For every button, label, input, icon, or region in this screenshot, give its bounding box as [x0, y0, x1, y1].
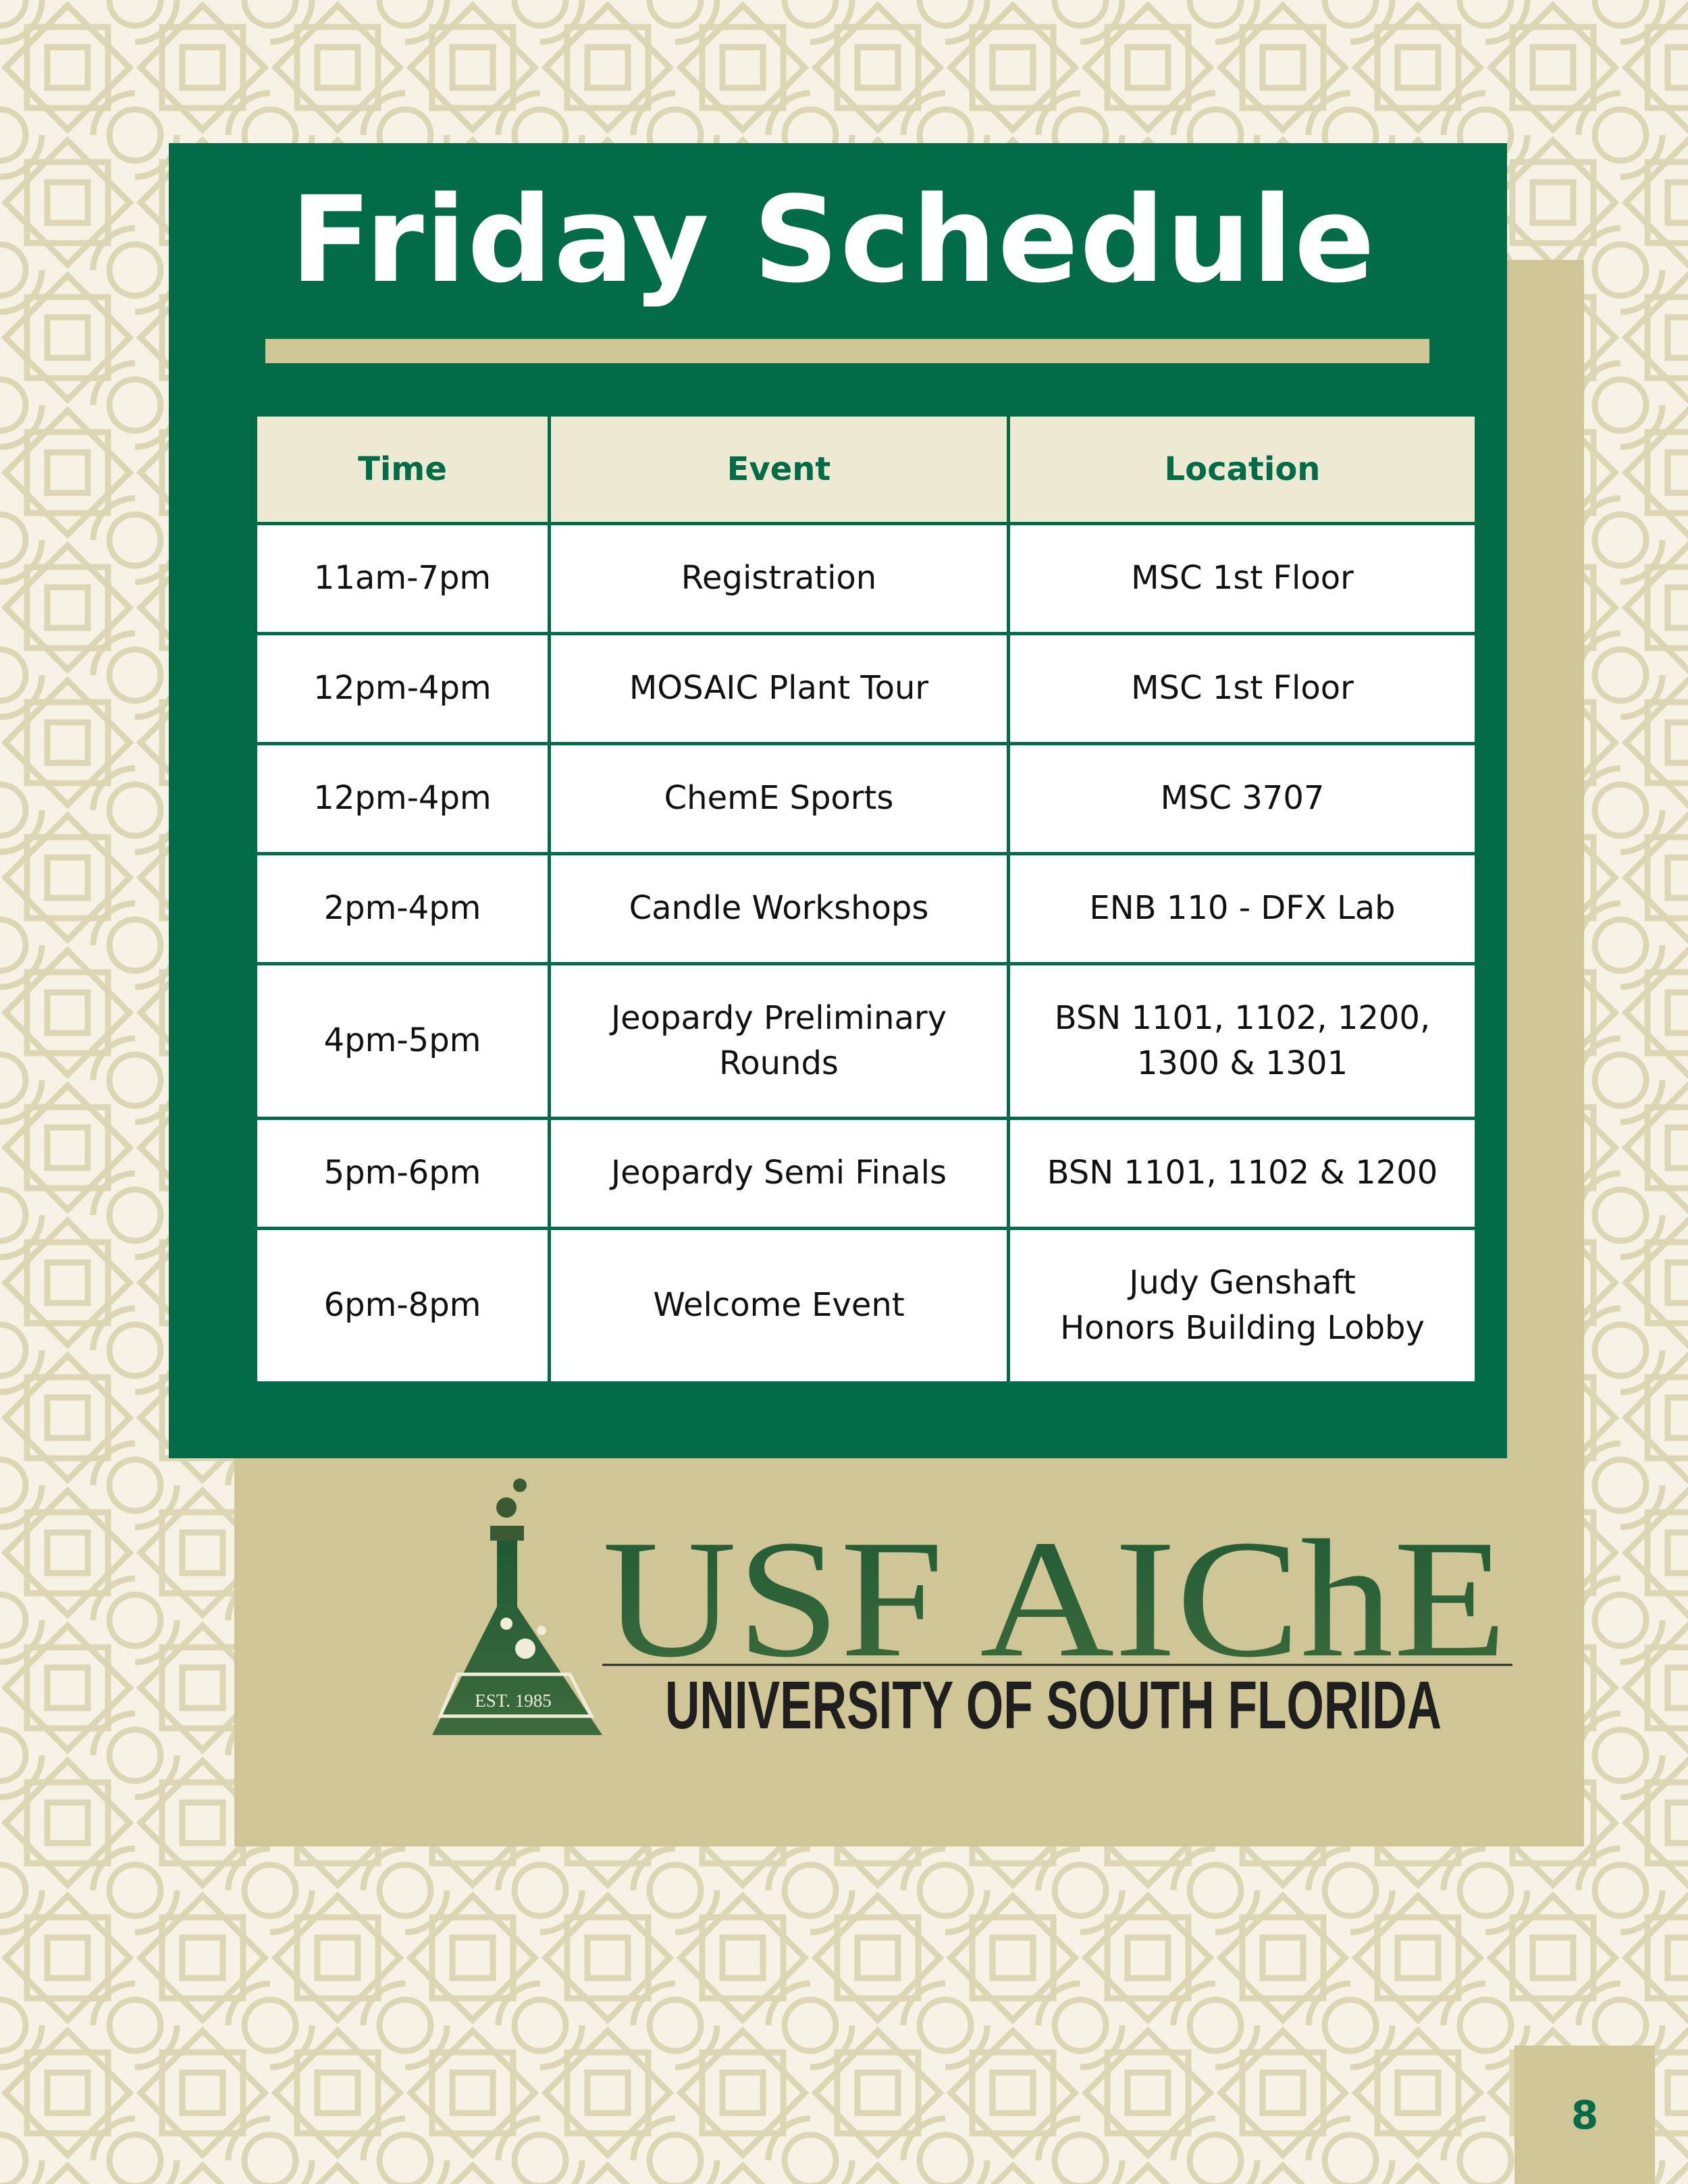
- table-row: [256, 744, 1477, 854]
- location-line: BSN 1101, 1102, 1200,: [1054, 998, 1431, 1037]
- location-line: Honors Building Lobby: [1060, 1309, 1425, 1347]
- table-row: [256, 964, 1477, 1119]
- title-underline: [265, 339, 1429, 363]
- page-title: Friday Schedule: [290, 171, 1377, 309]
- logo-university: UNIVERSITY OF SOUTH FLORIDA: [665, 1668, 1442, 1743]
- event-cell: ChemE Sports: [550, 744, 1009, 854]
- time-cell: 12pm-4pm: [256, 744, 550, 854]
- logo-wordmark: USF AIChE: [602, 1506, 1507, 1693]
- event-cell: Candle Workshops: [550, 854, 1009, 964]
- event-cell: MOSAIC Plant Tour: [550, 634, 1009, 744]
- event-cell: Welcome Event: [550, 1229, 1009, 1383]
- header-time: Time: [256, 415, 550, 524]
- flask-icon: [432, 1479, 602, 1735]
- table-row: [256, 1119, 1477, 1229]
- time-cell: 2pm-4pm: [256, 854, 550, 964]
- table-header-row: [256, 415, 1477, 524]
- location-cell: ENB 110 - DFX Lab: [1009, 854, 1477, 964]
- time-cell: 12pm-4pm: [256, 634, 550, 744]
- location-line: Judy Genshaft: [1129, 1263, 1356, 1302]
- est-text: EST. 1985: [475, 1690, 552, 1711]
- event-cell: [550, 964, 1009, 1119]
- location-cell: [1009, 1229, 1477, 1383]
- event-cell: Registration: [550, 524, 1009, 634]
- location-line: 1300 & 1301: [1136, 1044, 1348, 1082]
- location-cell: MSC 3707: [1009, 744, 1477, 854]
- time-cell: 4pm-5pm: [256, 964, 550, 1119]
- location-cell: MSC 1st Floor: [1009, 524, 1477, 634]
- location-cell: BSN 1101, 1102 & 1200: [1009, 1119, 1477, 1229]
- table-row: [256, 854, 1477, 964]
- time-cell: 5pm-6pm: [256, 1119, 550, 1229]
- time-cell: 11am-7pm: [256, 524, 550, 634]
- table-row: [256, 1229, 1477, 1383]
- location-cell: MSC 1st Floor: [1009, 634, 1477, 744]
- event-cell: Jeopardy Semi Finals: [550, 1119, 1009, 1229]
- time-cell: 6pm-8pm: [256, 1229, 550, 1383]
- event-line: Jeopardy Preliminary: [610, 998, 947, 1037]
- page-number: 8: [1514, 2046, 1655, 2184]
- table-row: [256, 524, 1477, 634]
- event-line: Rounds: [719, 1044, 839, 1082]
- header-event: Event: [550, 415, 1009, 524]
- table-row: [256, 634, 1477, 744]
- location-cell: [1009, 964, 1477, 1119]
- schedule-table: [254, 413, 1478, 1385]
- usf-aiche-logo: [425, 1472, 1519, 1755]
- header-location: Location: [1009, 415, 1477, 524]
